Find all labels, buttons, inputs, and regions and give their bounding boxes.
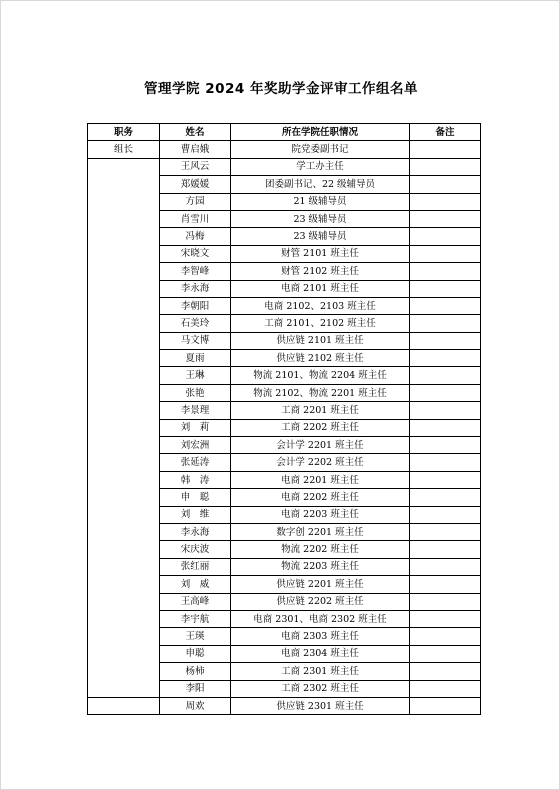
post-cell: 电商 2102、2103 班主任 xyxy=(231,297,410,314)
roster-table xyxy=(87,123,481,715)
name-cell: 方园 xyxy=(160,193,231,210)
note-cell xyxy=(410,593,481,610)
post-cell: 团委副书记、22 级辅导员 xyxy=(231,176,410,193)
note-cell xyxy=(410,523,481,540)
note-cell xyxy=(410,158,481,175)
name-cell: 曹启娥 xyxy=(160,141,231,158)
post-cell: 工商 2101、2102 班主任 xyxy=(231,315,410,332)
table-row xyxy=(88,141,481,158)
note-cell xyxy=(410,576,481,593)
note-cell xyxy=(410,489,481,506)
name-cell: 刘宏洲 xyxy=(160,437,231,454)
role-cell-group xyxy=(88,158,160,697)
post-cell: 供应链 2101 班主任 xyxy=(231,332,410,349)
note-cell xyxy=(410,245,481,262)
note-cell xyxy=(410,263,481,280)
note-cell xyxy=(410,454,481,471)
name-cell: 王瑛 xyxy=(160,628,231,645)
note-cell xyxy=(410,663,481,680)
post-cell: 物流 2203 班主任 xyxy=(231,558,410,575)
post-cell: 学工办主任 xyxy=(231,158,410,175)
header-role: 职务 xyxy=(88,124,160,141)
post-cell: 电商 2101 班主任 xyxy=(231,280,410,297)
note-cell xyxy=(410,297,481,314)
post-cell: 会计学 2201 班主任 xyxy=(231,437,410,454)
post-cell: 财管 2102 班主任 xyxy=(231,263,410,280)
note-cell xyxy=(410,558,481,575)
post-cell: 供应链 2301 班主任 xyxy=(231,697,410,714)
name-cell: 李永海 xyxy=(160,280,231,297)
note-cell xyxy=(410,419,481,436)
note-cell xyxy=(410,541,481,558)
post-cell: 财管 2101 班主任 xyxy=(231,245,410,262)
document-title: 管理学院 2024 年奖助学金评审工作组名单 xyxy=(144,81,418,97)
name-cell: 申 聪 xyxy=(160,489,231,506)
note-cell xyxy=(410,193,481,210)
note-cell xyxy=(410,332,481,349)
post-cell: 电商 2303 班主任 xyxy=(231,628,410,645)
note-cell xyxy=(410,228,481,245)
note-cell xyxy=(410,506,481,523)
note-cell xyxy=(410,471,481,488)
post-cell: 电商 2304 班主任 xyxy=(231,645,410,662)
roster-body xyxy=(88,141,481,715)
note-cell xyxy=(410,141,481,158)
name-cell: 王琳 xyxy=(160,367,231,384)
post-cell: 工商 2202 班主任 xyxy=(231,419,410,436)
name-cell: 刘 威 xyxy=(160,576,231,593)
name-cell: 李景理 xyxy=(160,402,231,419)
note-cell xyxy=(410,350,481,367)
post-cell: 院党委副书记 xyxy=(231,141,410,158)
post-cell: 物流 2202 班主任 xyxy=(231,541,410,558)
role-cell: 组长 xyxy=(88,141,160,158)
post-cell: 电商 2203 班主任 xyxy=(231,506,410,523)
header-row xyxy=(88,124,481,141)
note-cell xyxy=(410,210,481,227)
name-cell: 李阳 xyxy=(160,680,231,697)
post-cell: 21 级辅导员 xyxy=(231,193,410,210)
name-cell: 肖雪川 xyxy=(160,210,231,227)
name-cell: 申聪 xyxy=(160,645,231,662)
post-cell: 数字创 2201 班主任 xyxy=(231,523,410,540)
name-cell: 夏雨 xyxy=(160,350,231,367)
note-cell xyxy=(410,402,481,419)
name-cell: 刘 维 xyxy=(160,506,231,523)
table-row xyxy=(88,697,481,714)
post-cell: 电商 2202 班主任 xyxy=(231,489,410,506)
header-name: 姓名 xyxy=(160,124,231,141)
name-cell: 杨柿 xyxy=(160,663,231,680)
note-cell xyxy=(410,610,481,627)
name-cell: 周欢 xyxy=(160,697,231,714)
name-cell: 郑媛媛 xyxy=(160,176,231,193)
post-cell: 供应链 2202 班主任 xyxy=(231,593,410,610)
table-row xyxy=(88,158,481,175)
note-cell xyxy=(410,176,481,193)
note-cell xyxy=(410,645,481,662)
name-cell: 张延涛 xyxy=(160,454,231,471)
post-cell: 物流 2102、物流 2201 班主任 xyxy=(231,384,410,401)
name-cell: 宋晓文 xyxy=(160,245,231,262)
post-cell: 供应链 2201 班主任 xyxy=(231,576,410,593)
note-cell xyxy=(410,384,481,401)
name-cell: 张红丽 xyxy=(160,558,231,575)
name-cell: 刘 莉 xyxy=(160,419,231,436)
post-cell: 工商 2302 班主任 xyxy=(231,680,410,697)
name-cell: 马文博 xyxy=(160,332,231,349)
name-cell: 宋庆波 xyxy=(160,541,231,558)
name-cell: 冯梅 xyxy=(160,228,231,245)
name-cell: 石美玲 xyxy=(160,315,231,332)
post-cell: 工商 2201 班主任 xyxy=(231,402,410,419)
name-cell: 李朝阳 xyxy=(160,297,231,314)
header-post: 所在学院任职情况 xyxy=(231,124,410,141)
note-cell xyxy=(410,280,481,297)
post-cell: 会计学 2202 班主任 xyxy=(231,454,410,471)
post-cell: 电商 2301、电商 2302 班主任 xyxy=(231,610,410,627)
name-cell: 李永海 xyxy=(160,523,231,540)
post-cell: 23 级辅导员 xyxy=(231,210,410,227)
note-cell xyxy=(410,315,481,332)
note-cell xyxy=(410,628,481,645)
post-cell: 供应链 2102 班主任 xyxy=(231,350,410,367)
note-cell xyxy=(410,697,481,714)
name-cell: 王高峰 xyxy=(160,593,231,610)
name-cell: 韩 涛 xyxy=(160,471,231,488)
post-cell: 工商 2301 班主任 xyxy=(231,663,410,680)
note-cell xyxy=(410,680,481,697)
note-cell xyxy=(410,367,481,384)
post-cell: 电商 2201 班主任 xyxy=(231,471,410,488)
name-cell: 张艳 xyxy=(160,384,231,401)
post-cell: 物流 2101、物流 2204 班主任 xyxy=(231,367,410,384)
header-note: 备注 xyxy=(410,124,481,141)
post-cell: 23 级辅导员 xyxy=(231,228,410,245)
name-cell: 王风云 xyxy=(160,158,231,175)
name-cell: 李智峰 xyxy=(160,263,231,280)
name-cell: 李宇航 xyxy=(160,610,231,627)
role-cell xyxy=(88,697,160,714)
note-cell xyxy=(410,437,481,454)
